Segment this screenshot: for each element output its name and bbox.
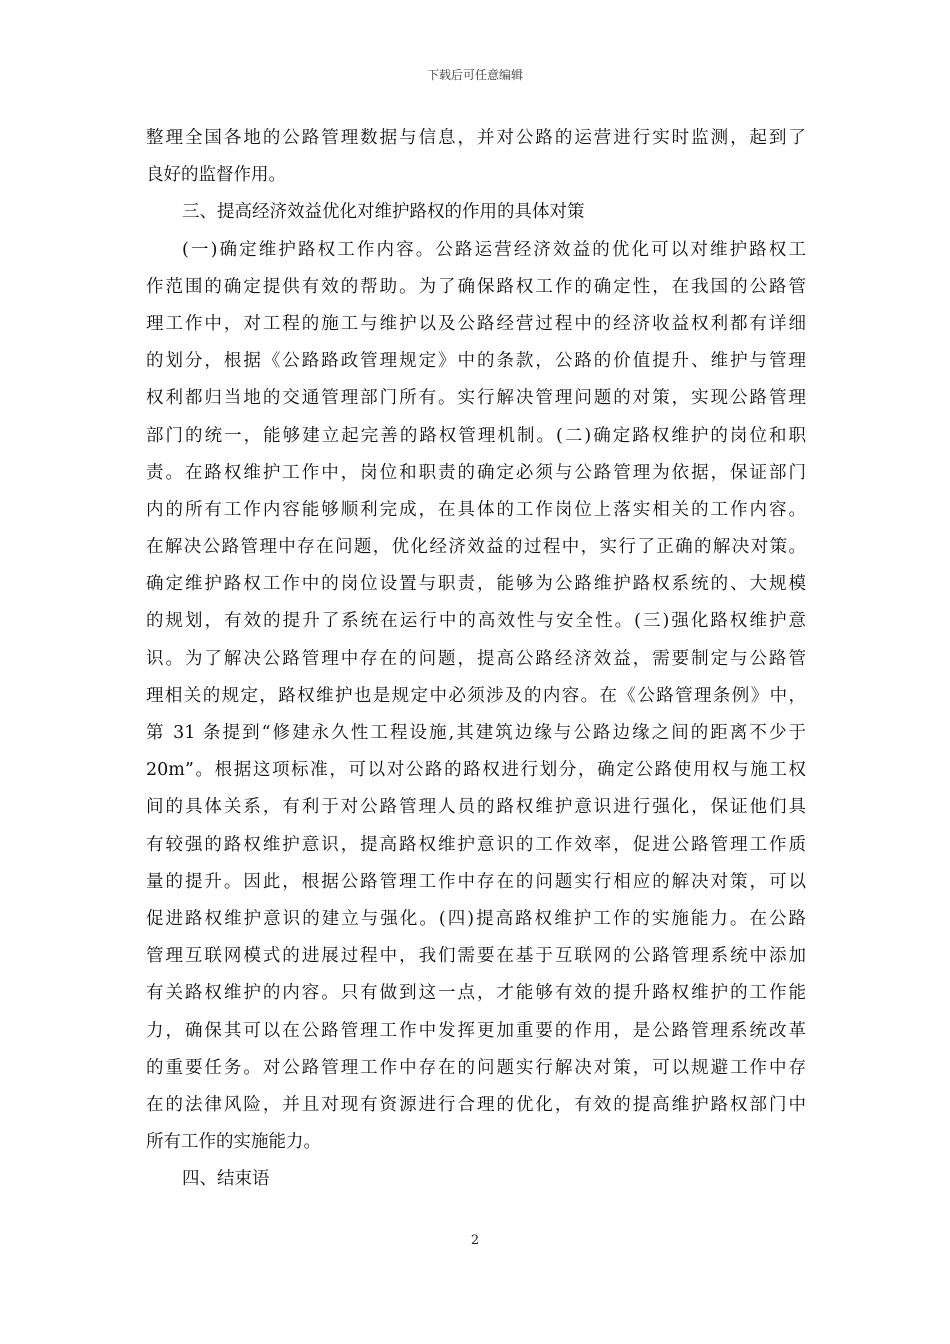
text-line: 责。在路权维护工作中，岗位和职责的确定必须与公路管理为依据，保证部门 <box>146 462 806 483</box>
text-line: 作范围的确定提供有效的帮助。为了确保路权工作的确定性，在我国的公路管 <box>146 276 806 297</box>
text-line: 管理互联网模式的进展过程中，我们需要在基于互联网的公路管理系统中添加 <box>146 946 806 967</box>
text-line: 整理全国各地的公路管理数据与信息，并对公路的运营进行实时监测，起到了 <box>146 128 806 148</box>
text-line: 有关路权维护的内容。只有做到这一点，才能够有效的提升路权维护的工作能 <box>146 983 806 1004</box>
text-line: 的规划，有效的提升了系统在运行中的高效性与安全性。(三)强化路权维护意 <box>146 611 806 632</box>
section-heading: 三、提高经济效益优化对维护路权的作用的具体对策 <box>182 202 585 223</box>
text-line: 在解决公路管理中存在问题，优化经济效益的过程中，实行了正确的解决对策。 <box>146 537 806 558</box>
text-line: (一)确定维护路权工作内容。公路运营经济效益的优化可以对维护路权工 <box>182 239 806 260</box>
text-line: 有较强的路权维护意识，提高路权维护意识的工作效率，促进公路管理工作质 <box>146 834 806 855</box>
text-line: 良好的监督作用。 <box>146 165 286 186</box>
text-line: 部门的统一，能够建立起完善的路权管理机制。(二)确定路权维护的岗位和职 <box>146 425 806 446</box>
text-line: 确定维护路权工作中的岗位设置与职责，能够为公路维护路权系统的、大规模 <box>146 574 806 595</box>
text-line: 识。为了解决公路管理中存在的问题，提高公路经济效益，需要制定与公路管 <box>146 648 806 669</box>
text-line: 在的法律风险，并且对现有资源进行合理的优化，有效的提高维护路权部门中 <box>146 1094 806 1115</box>
text-line: 理工作中，对工程的施工与维护以及公路经营过程中的经济收益权利都有详细 <box>146 313 806 334</box>
text-line: 理相关的规定，路权维护也是规定中必须涉及的内容。在《公路管理条例》中， <box>146 685 806 706</box>
text-line: 内的所有工作内容能够顺利完成，在具体的工作岗位上落实相关的工作内容。 <box>146 499 806 520</box>
text-line: 的重要任务。对公路管理工作中存在的问题实行解决对策，可以规避工作中存 <box>146 1057 806 1078</box>
text-line: 权利都归当地的交通管理部门所有。实行解决管理问题的对策，实现公路管理 <box>146 388 806 409</box>
page-number: 2 <box>470 1233 480 1248</box>
text-line: 的划分，根据《公路路政管理规定》中的条款，公路的价值提升、维护与管理 <box>146 351 806 372</box>
text-line: 力，确保其可以在公路管理工作中发挥更加重要的作用，是公路管理系统改革 <box>146 1020 806 1041</box>
section-heading: 四、结束语 <box>182 1169 270 1190</box>
text-line: 促进路权维护意识的建立与强化。(四)提高路权维护工作的实施能力。在公路 <box>146 908 806 929</box>
text-line: 20m”。根据这项标准，可以对公路的路权进行划分，确定公路使用权与施工权 <box>146 760 806 781</box>
text-line: 所有工作的实施能力。 <box>146 1132 321 1153</box>
page-header: 下载后可任意编辑 <box>426 68 523 82</box>
document-body <box>146 120 806 1198</box>
text-line: 间的具体关系，有利于对公路管理人员的路权维护意识进行强化，保证他们具 <box>146 797 806 818</box>
text-line: 量的提升。因此，根据公路管理工作中存在的问题实行相应的解决对策，可以 <box>146 871 806 892</box>
text-line: 第 31 条提到“修建永久性工程设施,其建筑边缘与公路边缘之间的距离不少于 <box>146 723 806 743</box>
